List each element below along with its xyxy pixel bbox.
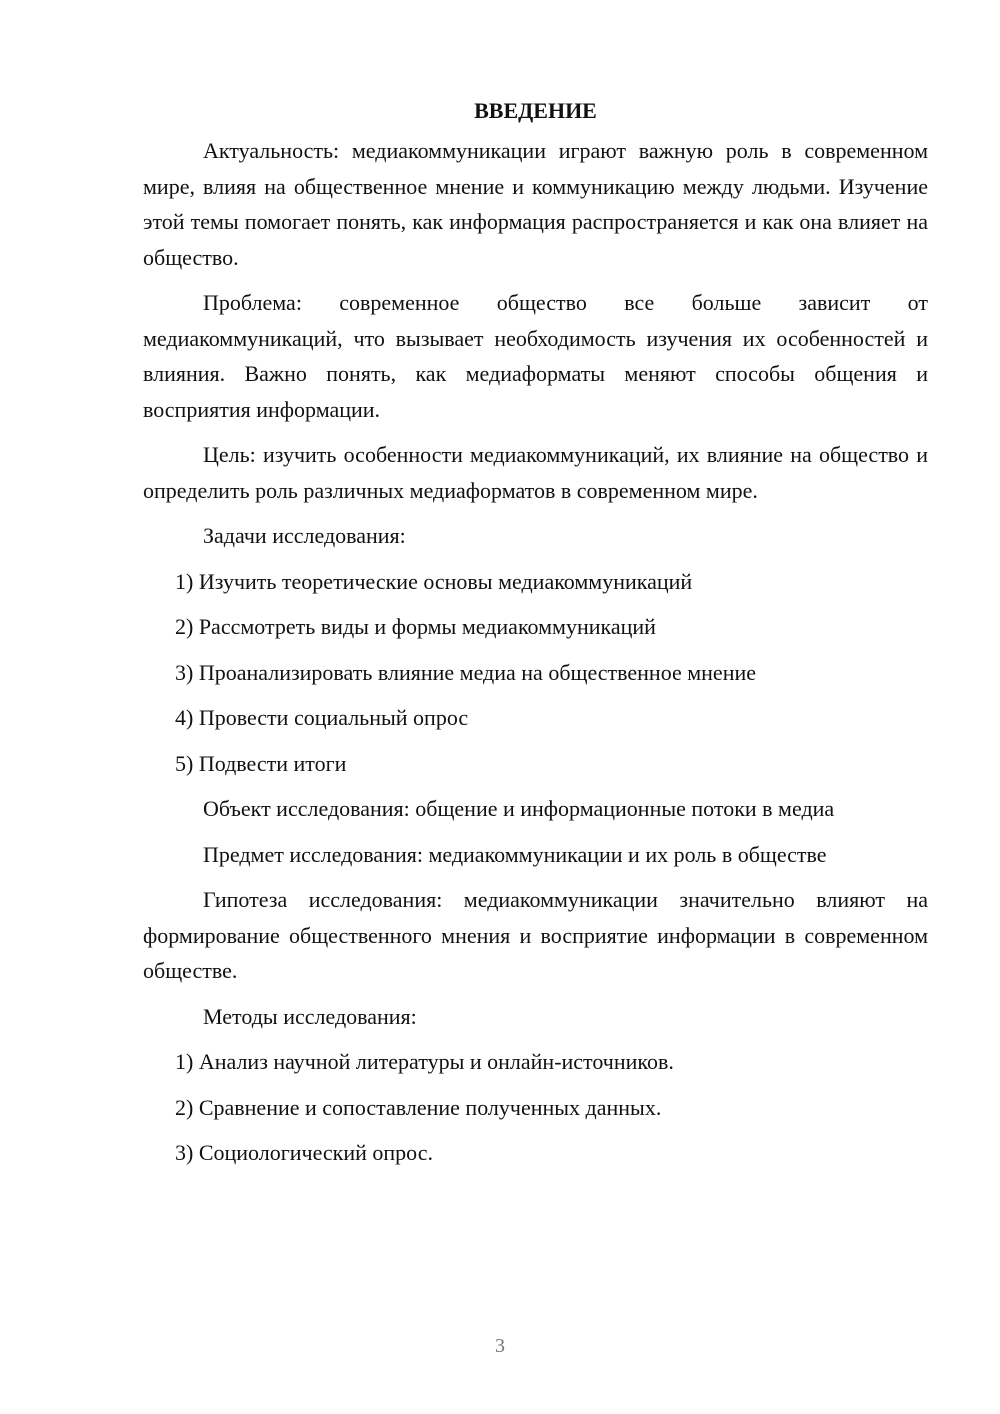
methods-heading: Методы исследования: [203, 1003, 417, 1029]
research-subject: Предмет исследования: медиакоммуникации и их роль в обществе [203, 841, 827, 867]
page-title: ВВЕДЕНИЕ [474, 98, 597, 123]
task-item: 3) Проанализировать влияние медиа на общественное мнение [175, 659, 757, 685]
paragraph-relevance: Актуальность: медиакоммуникации играют важную роль в современном мире, влияя на общественное мнение и коммуникацию между людьми. Изучение этой темы помогает понять, как информация распространяется и как она влияет на общество. [143, 138, 928, 270]
method-item: 2) Сравнение и сопоставление полученных данных. [175, 1094, 662, 1120]
research-object: Объект исследования: общение и информационные потоки в медиа [203, 796, 835, 821]
method-item: 1) Анализ научной литературы и онлайн-источников. [175, 1049, 674, 1074]
page-content [143, 93, 928, 1181]
task-item: 5) Подвести итоги [175, 750, 347, 776]
tasks-list [143, 564, 928, 782]
paragraph-hypothesis: Гипотеза исследования: медиакоммуникации значительно влияют на формирование общественного мнения и восприятие информации в современном обществе. [143, 887, 928, 983]
paragraph-problem: Проблема: современное общество все больше зависит от медиакоммуникаций, что вызывает необходимость изучения их особенностей и влияния. Важно понять, как медиаформаты меняют способы общения и восприятия информации. [143, 290, 928, 422]
task-item: 1) Изучить теоретические основы медиакоммуникаций [175, 568, 693, 594]
task-item: 2) Рассмотреть виды и формы медиакоммуникаций [175, 614, 656, 639]
method-item: 3) Социологический опрос. [175, 1140, 433, 1165]
task-item: 4) Провести социальный опрос [175, 705, 469, 730]
page-number: 3 [495, 1335, 505, 1357]
paragraph-goal: Цель: изучить особенности медиакоммуникаций, их влияние на общество и определить роль различных медиаформатов в современном мире. [143, 442, 928, 503]
tasks-heading: Задачи исследования: [203, 523, 406, 548]
methods-list [143, 1044, 928, 1171]
